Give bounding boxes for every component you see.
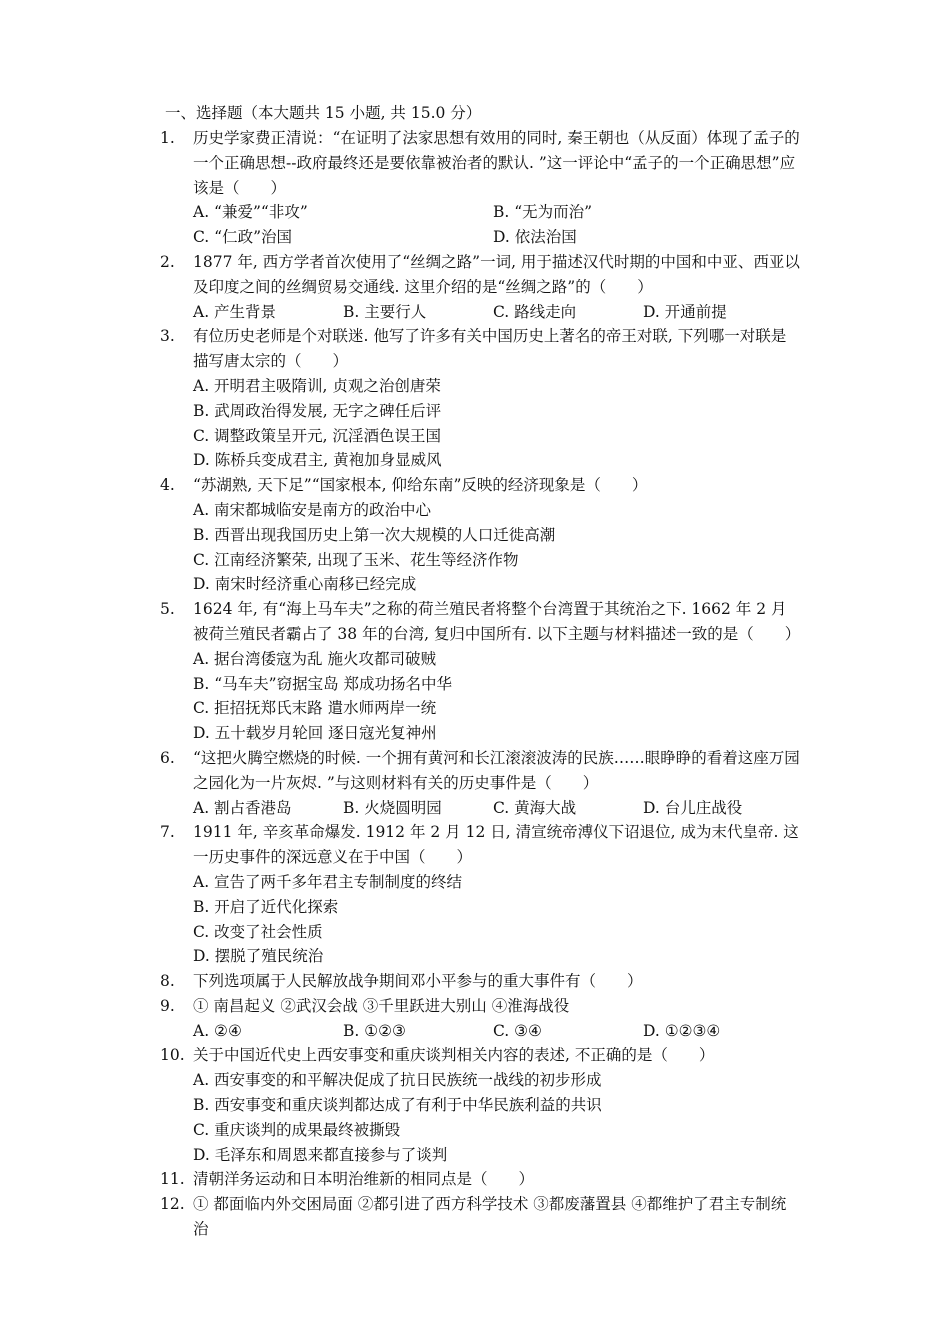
option-c: C. ③④ (493, 1021, 542, 1040)
option-c: C. 路线走向 (493, 302, 577, 321)
question-text: 关于中国近代史上西安事变和重庆谈判相关内容的表述, 不正确的是（ ） (193, 1046, 715, 1065)
question-text: ① 都面临内外交困局面 ②都引进了西方科学技术 ③都废藩置县 ④都维护了君主专制统治 (193, 1195, 787, 1239)
question-number: 2. (160, 252, 175, 271)
question-text: 1877 年, 西方学者首次使用了“丝绸之路”一词, 用于描述汉代时期的中国和中亚、西亚以及印度之间的丝绸贸易交通线. 这里介绍的是“丝绸之路”的（ ） (193, 252, 800, 296)
question-10 (160, 1043, 800, 1167)
option-c: C. 重庆谈判的成果最终被撕毁 (193, 1120, 401, 1139)
option-b: B. ①②③ (343, 1021, 406, 1040)
option-a: A. 宣告了两千多年君主专制制度的终结 (193, 872, 463, 891)
question-7 (160, 820, 800, 969)
options-row (193, 1019, 800, 1044)
question-4 (160, 473, 800, 597)
question-9 (160, 994, 800, 1044)
question-11 (160, 1167, 800, 1192)
option-b: B. 火烧圆明园 (343, 798, 442, 817)
question-3 (160, 324, 800, 473)
question-text: “苏湖熟, 天下足”“国家根本, 仰给东南”反映的经济现象是（ ） (193, 476, 648, 495)
question-text: 1911 年, 辛亥革命爆发. 1912 年 2 月 12 日, 清宣统帝溥仪下诏退位, 成为末代皇帝. 这一历史事件的深远意义在于中国（ ） (193, 823, 799, 867)
options-row (193, 225, 800, 250)
option-d: D. 依法治国 (493, 228, 577, 247)
question-number: 8. (160, 972, 175, 991)
question-5 (160, 597, 800, 746)
question-number: 4. (160, 476, 175, 495)
question-number: 3. (160, 327, 175, 346)
option-a: A. “兼爱”“非攻” (193, 203, 308, 222)
option-d: D. 五十载岁月轮回 逐日寇光复神州 (193, 724, 437, 743)
option-b: B. “马车夫”窃据宝岛 郑成功扬名中华 (193, 674, 453, 693)
question-1 (160, 126, 800, 250)
option-d: D. 摆脱了殖民统治 (193, 947, 324, 966)
question-list (160, 126, 800, 1242)
options-row (193, 300, 800, 325)
question-text: 1624 年, 有“海上马车夫”之称的荷兰殖民者将整个台湾置于其统治之下. 1662 年 2 月被荷兰殖民者霸占了 38 年的台湾, 复归中国所有. 以下主题与材料描述一致的是（ ） (193, 600, 801, 643)
options-row (193, 796, 800, 821)
section-title: 一、选择题（本大题共 15 小题, 共 15.0 分） (165, 104, 482, 122)
option-b: B. 开启了近代化探索 (193, 897, 339, 916)
question-text: 历史学家费正清说：“在证明了法家思想有效用的同时, 秦王朝也（从反面）体现了孟子的一个正确思想--政府最终还是要依靠被治者的默认. ”这一评论中“孟子的一个正确思想”应该是（ ） (193, 129, 800, 197)
option-a: A. 产生背景 (193, 302, 277, 321)
options-row (193, 200, 800, 225)
option-a: A. 开明君主吸隋训, 贞观之治创唐荣 (193, 376, 441, 395)
question-2 (160, 250, 800, 324)
option-b: B. 武周政治得发展, 无字之碑任后评 (193, 401, 442, 420)
option-a: A. 南宋都城临安是南方的政治中心 (193, 500, 432, 519)
option-a: A. ②④ (193, 1021, 242, 1040)
option-b: B. “无为而治” (493, 203, 593, 222)
option-d: D. ①②③④ (643, 1021, 721, 1040)
option-d: D. 台儿庄战役 (643, 798, 743, 817)
question-6 (160, 746, 800, 820)
question-number: 1. (160, 129, 175, 147)
option-c: C. 黄海大战 (493, 798, 577, 817)
option-d: D. 毛泽东和周恩来都直接参与了谈判 (193, 1145, 448, 1164)
question-8 (160, 969, 800, 994)
option-c: C. 调整政策呈开元, 沉淫酒色误王国 (193, 426, 442, 445)
question-text: 有位历史老师是个对联迷. 他写了许多有关中国历史上著名的帝王对联, 下列哪一对联是描写唐太宗的（ ） (193, 327, 787, 371)
option-c: C. 改变了社会性质 (193, 922, 323, 941)
question-number: 5. (160, 600, 175, 619)
option-b: B. 西晋出现我国历史上第一次大规模的人口迁徙高潮 (193, 525, 556, 544)
question-text: “这把火腾空燃烧的时候. 一个拥有黄河和长江滚滚波涛的民族……眼睁睁的看着这座万园之园化为一片灰烬. ”与这则材料有关的历史事件是（ ） (193, 748, 800, 792)
option-d: D. 陈桥兵变成君主, 黄袍加身显威风 (193, 451, 442, 470)
question-number: 12. (160, 1195, 185, 1214)
option-c: C. 拒招抚郑氏末路 遣水师两岸一统 (193, 699, 437, 718)
option-d: D. 开通前提 (643, 302, 727, 321)
option-b: B. 主要行人 (343, 302, 427, 321)
question-number: 10. (160, 1046, 185, 1065)
question-number: 6. (160, 748, 175, 767)
option-b: B. 西安事变和重庆谈判都达成了有利于中华民族利益的共识 (193, 1096, 602, 1115)
question-number: 7. (160, 823, 175, 842)
option-d: D. 南宋时经济重心南移已经完成 (193, 575, 417, 594)
question-12 (160, 1192, 800, 1242)
question-text: ① 南昌起义 ②武汉会战 ③千里跃进大别山 ④淮海战役 (193, 996, 570, 1015)
question-number: 9. (160, 996, 175, 1015)
question-text: 清朝洋务运动和日本明治维新的相同点是（ ） (193, 1170, 535, 1189)
option-c: C. 江南经济繁荣, 出现了玉米、花生等经济作物 (193, 550, 519, 569)
option-c: C. “仁政”治国 (193, 228, 293, 247)
option-a: A. 割占香港岛 (193, 798, 292, 817)
question-text: 下列选项属于人民解放战争期间邓小平参与的重大事件有（ ） (193, 972, 643, 991)
option-a: A. 据台湾倭寇为乱 施火攻都司破贼 (193, 649, 436, 668)
option-a: A. 西安事变的和平解决促成了抗日民族统一战线的初步形成 (193, 1071, 602, 1090)
question-number: 11. (160, 1170, 185, 1189)
